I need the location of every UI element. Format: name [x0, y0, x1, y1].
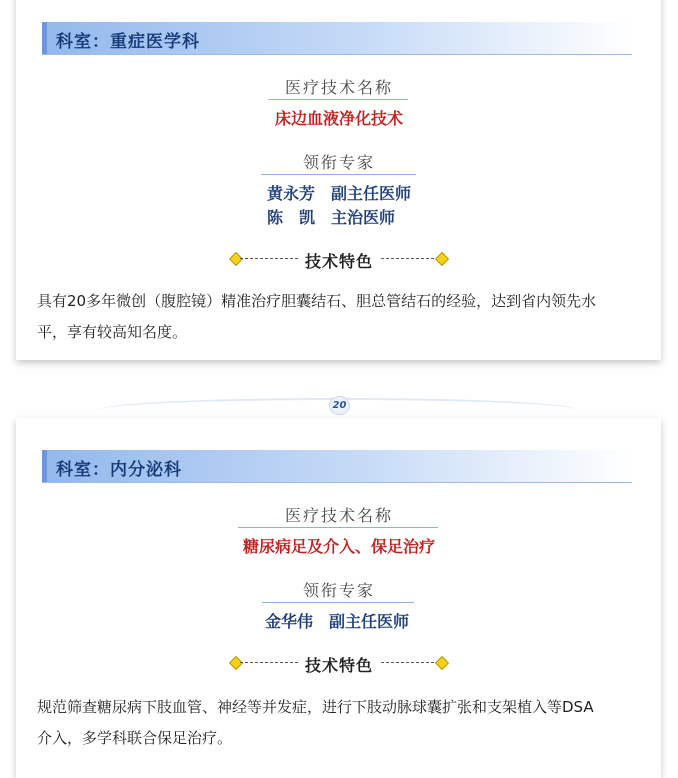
- expert-label: 领衔专家: [302, 153, 375, 172]
- feature-label: 技术特色: [304, 252, 373, 271]
- feature-heading: [0, 249, 678, 271]
- tech-name-label: 医疗技术名称: [284, 506, 393, 525]
- tech-name: 糖尿病足及介入、保足治疗: [242, 537, 435, 556]
- department-title: 科室：内分泌科: [56, 460, 182, 480]
- department-header: [42, 450, 632, 483]
- feature-description: [37, 286, 647, 348]
- feature-heading: [0, 653, 678, 675]
- description-line: 平，享有较高知名度。: [37, 323, 188, 341]
- department-title: 科室：重症医学科: [56, 32, 200, 52]
- label-underline: [261, 174, 416, 175]
- description-line: 规范筛查糖尿病下肢血管、神经等并发症，进行下肢动脉球囊扩张和支架植入等DSA: [37, 698, 594, 716]
- department-header: [42, 22, 632, 55]
- feature-description: [37, 692, 647, 754]
- tech-name-label: 医疗技术名称: [284, 78, 393, 97]
- expert-label: 领衔专家: [302, 581, 375, 600]
- dotted-line: [381, 258, 439, 259]
- page-number: 20: [329, 396, 350, 415]
- expert-name: 金华伟 副主任医师: [265, 612, 410, 631]
- description-line: 具有20多年微创（腹腔镜）精准治疗胆囊结石、胆总管结石的经验，达到省内领先水: [37, 292, 597, 310]
- label-underline: [268, 99, 408, 100]
- expert-name: 陈 凯 主治医师: [267, 208, 396, 227]
- tech-name: 床边血液净化技术: [274, 109, 403, 128]
- expert-name: 黄永芳 副主任医师: [267, 184, 412, 203]
- feature-label: 技术特色: [304, 656, 373, 675]
- description-line: 介入，多学科联合保足治疗。: [37, 729, 233, 747]
- label-underline: [262, 602, 414, 603]
- dotted-line: [381, 662, 439, 663]
- label-underline: [238, 527, 438, 528]
